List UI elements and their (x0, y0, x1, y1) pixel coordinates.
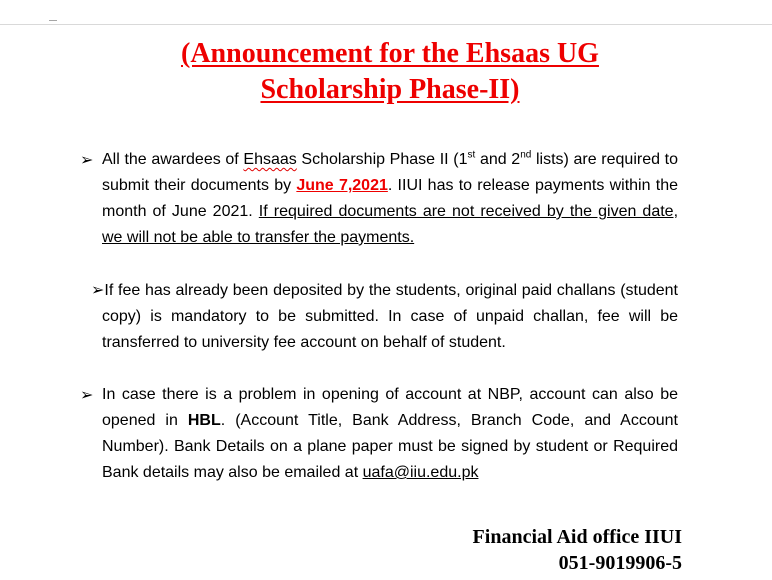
arrow-bullet-icon: ➢ (91, 282, 105, 299)
arrow-bullet-icon: ➢ (80, 150, 94, 169)
bank-name: HBL (187, 412, 221, 429)
para1-text-6: . IIUI has to release payments within the month of June 2021. (102, 177, 678, 220)
paragraph-bank-account (102, 382, 678, 486)
para2-text: If fee has already been deposited by the students, original paid challans (student copy) is mandatory to be submitted. In case of unpaid challan, fee will be transferred to university fee account on behalf of student. (102, 282, 678, 351)
office-name: Financial Aid office IIUI (472, 526, 682, 548)
submission-deadline: June 7,2021 (296, 177, 388, 194)
para1-sup-st: st (467, 149, 476, 161)
announcement-title (90, 36, 690, 108)
title-line-2: Scholarship Phase-II) (260, 74, 520, 105)
para1-text-3: Scholarship Phase II (1 (296, 151, 468, 168)
paragraph-fee-challans (91, 278, 678, 356)
office-phone: 051-9019906-5 (558, 552, 682, 574)
arrow-bullet-icon: ➢ (80, 385, 94, 404)
title-line-1: (Announcement for the Ehsaas UG (181, 38, 599, 69)
page-corner-mark (49, 20, 57, 21)
para1-sup-nd: nd (520, 149, 532, 161)
para1-text-5: lists) are required to submit their documents by (102, 151, 679, 194)
para3-text-1: In case there is a problem in opening of account at NBP, account can also be opened in (102, 386, 678, 429)
para1-ehsaas-word: Ehsaas (243, 151, 297, 168)
para1-text-1: All the awardees of (102, 151, 244, 168)
paragraph-document-submission (102, 147, 678, 251)
para3-text-2: . (Account Title, Bank Address, Branch Code, and Account Number). Bank Details on a plane paper must be signed by student or Required Bank details may also be emailed at (102, 412, 678, 481)
page-top-border (0, 24, 772, 25)
contact-email-link[interactable]: uafa@iiu.edu.pk (362, 464, 479, 481)
payment-warning: If required documents are not received by the given date, we will not be able to transfer the payments. (102, 203, 679, 246)
signature-block (473, 524, 682, 576)
para1-text-4: and 2 (475, 151, 521, 168)
